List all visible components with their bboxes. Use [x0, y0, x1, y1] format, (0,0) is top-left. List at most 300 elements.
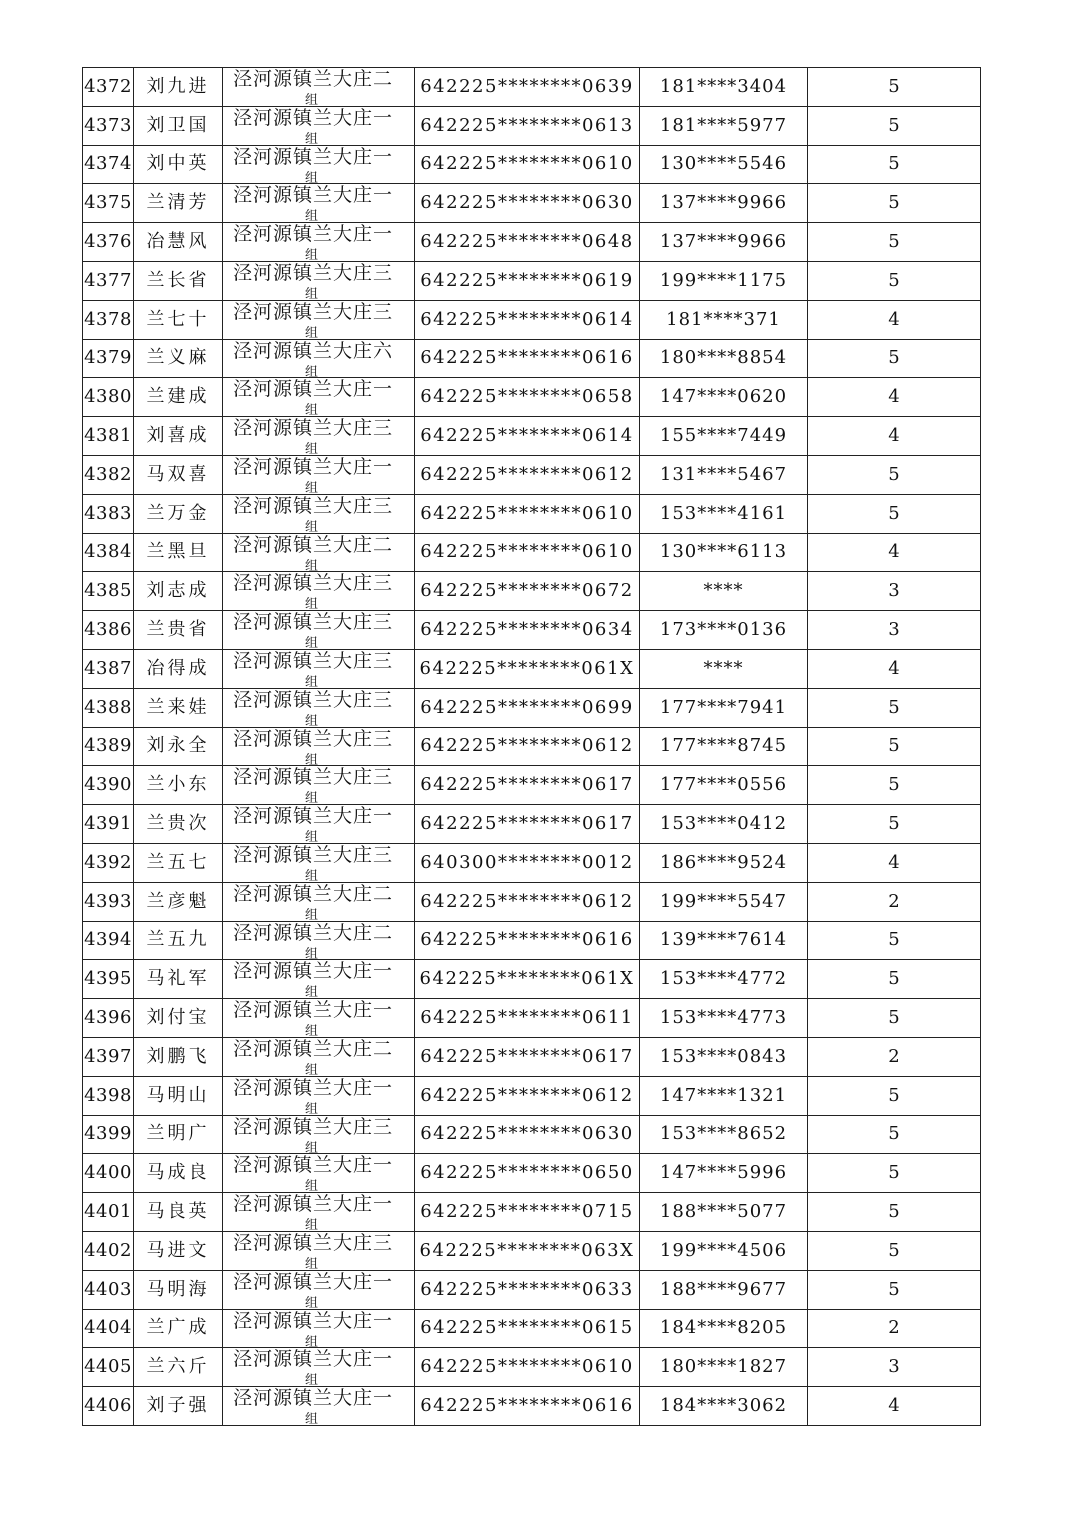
- household-count-cell: 4: [808, 1387, 981, 1426]
- household-count-cell: 2: [808, 1037, 981, 1076]
- address-overflow-text: 组: [305, 1373, 319, 1387]
- address-cell: [223, 882, 415, 921]
- name-cell: 刘永全: [134, 727, 223, 766]
- name-cell: 马进文: [134, 1231, 223, 1270]
- household-count-cell: 3: [808, 572, 981, 611]
- address-text: 泾河源镇兰大庄二: [233, 882, 394, 905]
- phone-cell: 147****5996: [640, 1154, 808, 1193]
- row-number-cell: 4372: [83, 68, 134, 107]
- address-text: 泾河源镇兰大庄三: [233, 688, 394, 711]
- address-cell: [223, 223, 415, 262]
- address-cell: [223, 999, 415, 1038]
- id-number-cell: 642225********0650: [415, 1154, 640, 1193]
- phone-cell: ****: [640, 649, 808, 688]
- address-text: 泾河源镇兰大庄一: [233, 1154, 394, 1177]
- row-number-cell: 4375: [83, 184, 134, 223]
- table-row: [83, 805, 981, 844]
- address-cell: [223, 572, 415, 611]
- phone-cell: 137****9966: [640, 184, 808, 223]
- name-cell: 刘九进: [134, 68, 223, 107]
- address-text: 泾河源镇兰大庄三: [233, 1115, 394, 1138]
- address-text: 泾河源镇兰大庄一: [233, 1348, 394, 1371]
- name-cell: 兰五七: [134, 843, 223, 882]
- address-cell: [223, 1076, 415, 1115]
- name-cell: 兰五九: [134, 921, 223, 960]
- id-number-cell: 642225********0617: [415, 805, 640, 844]
- address-overflow-text: 组: [305, 868, 319, 883]
- phone-cell: 188****5077: [640, 1193, 808, 1232]
- phone-cell: 177****8745: [640, 727, 808, 766]
- id-number-cell: 642225********0616: [415, 339, 640, 378]
- name-cell: 兰建成: [134, 378, 223, 417]
- address-cell: [223, 921, 415, 960]
- address-overflow-text: 组: [305, 286, 319, 301]
- address-text: 泾河源镇兰大庄二: [233, 68, 394, 90]
- address-text: 泾河源镇兰大庄二: [233, 921, 394, 944]
- address-overflow-text: 组: [305, 480, 319, 495]
- address-overflow-text: 组: [305, 1412, 319, 1426]
- name-cell: 刘子强: [134, 1387, 223, 1426]
- household-count-cell: 5: [808, 960, 981, 999]
- phone-cell: 199****5547: [640, 882, 808, 921]
- household-count-cell: 2: [808, 882, 981, 921]
- row-number-cell: 4391: [83, 805, 134, 844]
- table-row: [83, 960, 981, 999]
- address-overflow-text: 组: [305, 519, 319, 534]
- phone-cell: 177****7941: [640, 688, 808, 727]
- household-count-cell: 5: [808, 106, 981, 145]
- address-text: 泾河源镇兰大庄一: [233, 960, 394, 983]
- table-row: [83, 1115, 981, 1154]
- address-text: 泾河源镇兰大庄三: [233, 766, 394, 789]
- address-overflow-text: 组: [305, 442, 319, 456]
- address-overflow-text: 组: [305, 1140, 319, 1154]
- id-number-cell: 642225********0633: [415, 1270, 640, 1309]
- table-row: [83, 1387, 981, 1426]
- address-text: 泾河源镇兰大庄一: [233, 223, 394, 246]
- id-number-cell: 642225********0614: [415, 300, 640, 339]
- address-cell: [223, 417, 415, 456]
- name-cell: 马明山: [134, 1076, 223, 1115]
- address-overflow-text: 组: [305, 907, 319, 922]
- id-number-cell: 642225********0612: [415, 882, 640, 921]
- row-number-cell: 4386: [83, 611, 134, 650]
- name-cell: 刘中英: [134, 145, 223, 184]
- name-cell: 兰彦魁: [134, 882, 223, 921]
- table-row: [83, 300, 981, 339]
- address-overflow-text: 组: [305, 403, 319, 417]
- address-text: 泾河源镇兰大庄三: [233, 417, 394, 440]
- id-number-cell: 640300********0012: [415, 843, 640, 882]
- table-row: [83, 688, 981, 727]
- table-row: [83, 1037, 981, 1076]
- household-count-cell: 5: [808, 68, 981, 107]
- id-number-cell: 642225********0610: [415, 1348, 640, 1387]
- name-cell: 兰贵次: [134, 805, 223, 844]
- address-cell: [223, 1387, 415, 1426]
- name-cell: 兰万金: [134, 494, 223, 533]
- table-row: [83, 68, 981, 107]
- address-text: 泾河源镇兰大庄三: [233, 611, 394, 634]
- address-text: 泾河源镇兰大庄一: [233, 378, 394, 401]
- address-cell: [223, 494, 415, 533]
- id-number-cell: 642225********0648: [415, 223, 640, 262]
- address-text: 泾河源镇兰大庄三: [233, 649, 394, 672]
- phone-cell: 147****1321: [640, 1076, 808, 1115]
- household-count-cell: 5: [808, 1193, 981, 1232]
- phone-cell: 153****0843: [640, 1037, 808, 1076]
- table-row: [83, 339, 981, 378]
- address-cell: [223, 843, 415, 882]
- name-cell: 刘卫国: [134, 106, 223, 145]
- phone-cell: 184****8205: [640, 1309, 808, 1348]
- address-cell: [223, 455, 415, 494]
- address-overflow-text: 组: [305, 170, 319, 184]
- household-count-cell: 4: [808, 843, 981, 882]
- row-number-cell: 4387: [83, 649, 134, 688]
- address-overflow-text: 组: [305, 325, 319, 340]
- row-number-cell: 4394: [83, 921, 134, 960]
- row-number-cell: 4390: [83, 766, 134, 805]
- household-count-cell: 5: [808, 145, 981, 184]
- address-cell: [223, 649, 415, 688]
- address-text: 泾河源镇兰大庄一: [233, 1387, 394, 1410]
- household-count-cell: 3: [808, 1348, 981, 1387]
- address-overflow-text: 组: [305, 558, 319, 572]
- address-text: 泾河源镇兰大庄三: [233, 1231, 394, 1254]
- id-number-cell: 642225********0715: [415, 1193, 640, 1232]
- table-row: [83, 843, 981, 882]
- household-count-cell: 5: [808, 494, 981, 533]
- address-text: 泾河源镇兰大庄一: [233, 145, 394, 168]
- household-count-cell: 4: [808, 649, 981, 688]
- address-cell: [223, 145, 415, 184]
- table-row: [83, 223, 981, 262]
- name-cell: 兰义麻: [134, 339, 223, 378]
- phone-cell: 177****0556: [640, 766, 808, 805]
- id-number-cell: 642225********061X: [415, 649, 640, 688]
- id-number-cell: 642225********0610: [415, 533, 640, 572]
- address-overflow-text: 组: [305, 1295, 319, 1309]
- row-number-cell: 4396: [83, 999, 134, 1038]
- household-count-cell: 5: [808, 261, 981, 300]
- phone-cell: 184****3062: [640, 1387, 808, 1426]
- phone-cell: 181****371: [640, 300, 808, 339]
- table-row: [83, 417, 981, 456]
- address-text: 泾河源镇兰大庄三: [233, 843, 394, 866]
- name-cell: 冶得成: [134, 649, 223, 688]
- table-row: [83, 1270, 981, 1309]
- row-number-cell: 4374: [83, 145, 134, 184]
- name-cell: 兰六斤: [134, 1348, 223, 1387]
- address-text: 泾河源镇兰大庄一: [233, 106, 394, 129]
- address-text: 泾河源镇兰大庄二: [233, 533, 394, 556]
- id-number-cell: 642225********0614: [415, 417, 640, 456]
- address-overflow-text: 组: [305, 1256, 319, 1271]
- address-text: 泾河源镇兰大庄一: [233, 1309, 394, 1332]
- address-cell: [223, 339, 415, 378]
- row-number-cell: 4398: [83, 1076, 134, 1115]
- phone-cell: 180****8854: [640, 339, 808, 378]
- address-cell: [223, 805, 415, 844]
- household-count-cell: 5: [808, 805, 981, 844]
- name-cell: 马明海: [134, 1270, 223, 1309]
- name-cell: 兰清芳: [134, 184, 223, 223]
- address-overflow-text: 组: [305, 1101, 319, 1116]
- table-row: [83, 1309, 981, 1348]
- address-cell: [223, 1231, 415, 1270]
- row-number-cell: 4382: [83, 455, 134, 494]
- id-number-cell: 642225********0611: [415, 999, 640, 1038]
- table-row: [83, 649, 981, 688]
- address-text: 泾河源镇兰大庄一: [233, 1193, 394, 1216]
- name-cell: 冶慧风: [134, 223, 223, 262]
- phone-cell: 139****7614: [640, 921, 808, 960]
- row-number-cell: 4399: [83, 1115, 134, 1154]
- row-number-cell: 4404: [83, 1309, 134, 1348]
- id-number-cell: 642225********0615: [415, 1309, 640, 1348]
- address-cell: [223, 688, 415, 727]
- id-number-cell: 642225********0616: [415, 921, 640, 960]
- table-row: [83, 261, 981, 300]
- address-overflow-text: 组: [305, 248, 319, 262]
- name-cell: 兰小东: [134, 766, 223, 805]
- address-overflow-text: 组: [305, 1179, 319, 1193]
- row-number-cell: 4389: [83, 727, 134, 766]
- name-cell: 刘付宝: [134, 999, 223, 1038]
- address-cell: [223, 184, 415, 223]
- address-overflow-text: 组: [305, 93, 319, 107]
- address-cell: [223, 533, 415, 572]
- household-count-cell: 5: [808, 921, 981, 960]
- address-cell: [223, 1154, 415, 1193]
- address-overflow-text: 组: [305, 364, 319, 378]
- phone-cell: 153****4773: [640, 999, 808, 1038]
- row-number-cell: 4403: [83, 1270, 134, 1309]
- id-number-cell: 642225********0610: [415, 145, 640, 184]
- id-number-cell: 642225********063X: [415, 1231, 640, 1270]
- phone-cell: 147****0620: [640, 378, 808, 417]
- phone-cell: 131****5467: [640, 455, 808, 494]
- table-row: [83, 1076, 981, 1115]
- row-number-cell: 4379: [83, 339, 134, 378]
- table-row: [83, 1348, 981, 1387]
- phone-cell: 130****6113: [640, 533, 808, 572]
- id-number-cell: 642225********061X: [415, 960, 640, 999]
- table-row: [83, 455, 981, 494]
- address-text: 泾河源镇兰大庄一: [233, 805, 394, 828]
- address-text: 泾河源镇兰大庄三: [233, 261, 394, 284]
- table-row: [83, 999, 981, 1038]
- row-number-cell: 4401: [83, 1193, 134, 1232]
- row-number-cell: 4377: [83, 261, 134, 300]
- phone-cell: 199****1175: [640, 261, 808, 300]
- table-row: [83, 882, 981, 921]
- name-cell: 兰明广: [134, 1115, 223, 1154]
- household-count-cell: 5: [808, 184, 981, 223]
- roster-body: [83, 68, 981, 1426]
- household-count-cell: 3: [808, 611, 981, 650]
- household-count-cell: 5: [808, 1231, 981, 1270]
- household-count-cell: 5: [808, 223, 981, 262]
- table-row: [83, 611, 981, 650]
- row-number-cell: 4392: [83, 843, 134, 882]
- address-overflow-text: 组: [305, 636, 319, 650]
- id-number-cell: 642225********0617: [415, 766, 640, 805]
- household-count-cell: 5: [808, 339, 981, 378]
- phone-cell: 153****0412: [640, 805, 808, 844]
- table-row: [83, 106, 981, 145]
- address-overflow-text: 组: [305, 830, 319, 844]
- address-cell: [223, 727, 415, 766]
- household-count-cell: 5: [808, 727, 981, 766]
- household-count-cell: 4: [808, 533, 981, 572]
- address-text: 泾河源镇兰大庄一: [233, 184, 394, 207]
- row-number-cell: 4384: [83, 533, 134, 572]
- name-cell: 兰来娃: [134, 688, 223, 727]
- id-number-cell: 642225********0617: [415, 1037, 640, 1076]
- phone-cell: 180****1827: [640, 1348, 808, 1387]
- phone-cell: 153****8652: [640, 1115, 808, 1154]
- table-row: [83, 921, 981, 960]
- name-cell: 兰七十: [134, 300, 223, 339]
- address-text: 泾河源镇兰大庄一: [233, 455, 394, 478]
- phone-cell: 199****4506: [640, 1231, 808, 1270]
- phone-cell: 186****9524: [640, 843, 808, 882]
- address-cell: [223, 766, 415, 805]
- row-number-cell: 4405: [83, 1348, 134, 1387]
- row-number-cell: 4402: [83, 1231, 134, 1270]
- id-number-cell: 642225********0613: [415, 106, 640, 145]
- address-overflow-text: 组: [305, 946, 319, 960]
- address-cell: [223, 300, 415, 339]
- name-cell: 马礼军: [134, 960, 223, 999]
- id-number-cell: 642225********0672: [415, 572, 640, 611]
- table-row: [83, 1154, 981, 1193]
- name-cell: 马成良: [134, 1154, 223, 1193]
- address-cell: [223, 378, 415, 417]
- address-cell: [223, 1309, 415, 1348]
- phone-cell: 181****3404: [640, 68, 808, 107]
- id-number-cell: 642225********0610: [415, 494, 640, 533]
- table-row: [83, 378, 981, 417]
- address-text: 泾河源镇兰大庄二: [233, 1037, 394, 1060]
- address-text: 泾河源镇兰大庄一: [233, 999, 394, 1022]
- address-overflow-text: 组: [305, 791, 319, 805]
- address-cell: [223, 1270, 415, 1309]
- address-overflow-text: 组: [305, 985, 319, 999]
- address-cell: [223, 960, 415, 999]
- address-overflow-text: 组: [305, 1024, 319, 1038]
- phone-cell: 153****4161: [640, 494, 808, 533]
- address-text: 泾河源镇兰大庄一: [233, 1076, 394, 1099]
- name-cell: 兰长省: [134, 261, 223, 300]
- name-cell: 兰黑旦: [134, 533, 223, 572]
- name-cell: 兰贵省: [134, 611, 223, 650]
- household-count-cell: 4: [808, 300, 981, 339]
- address-overflow-text: 组: [305, 209, 319, 223]
- address-overflow-text: 组: [305, 1062, 319, 1077]
- row-number-cell: 4378: [83, 300, 134, 339]
- id-number-cell: 642225********0630: [415, 184, 640, 223]
- name-cell: 兰广成: [134, 1309, 223, 1348]
- id-number-cell: 642225********0634: [415, 611, 640, 650]
- roster-table: [82, 67, 981, 1426]
- address-overflow-text: 组: [305, 1334, 319, 1348]
- table-row: [83, 533, 981, 572]
- address-cell: [223, 1348, 415, 1387]
- household-count-cell: 5: [808, 1076, 981, 1115]
- id-number-cell: 642225********0639: [415, 68, 640, 107]
- phone-cell: 155****7449: [640, 417, 808, 456]
- id-number-cell: 642225********0616: [415, 1387, 640, 1426]
- row-number-cell: 4397: [83, 1037, 134, 1076]
- table-row: [83, 727, 981, 766]
- address-text: 泾河源镇兰大庄三: [233, 300, 394, 323]
- household-count-cell: 5: [808, 1154, 981, 1193]
- household-count-cell: 5: [808, 1270, 981, 1309]
- row-number-cell: 4385: [83, 572, 134, 611]
- table-row: [83, 184, 981, 223]
- address-text: 泾河源镇兰大庄三: [233, 727, 394, 750]
- household-count-cell: 5: [808, 766, 981, 805]
- address-overflow-text: 组: [305, 131, 319, 146]
- phone-cell: ****: [640, 572, 808, 611]
- table-row: [83, 1193, 981, 1232]
- phone-cell: 130****5546: [640, 145, 808, 184]
- phone-cell: 181****5977: [640, 106, 808, 145]
- address-cell: [223, 1193, 415, 1232]
- address-cell: [223, 1115, 415, 1154]
- phone-cell: 153****4772: [640, 960, 808, 999]
- id-number-cell: 642225********0699: [415, 688, 640, 727]
- table-row: [83, 494, 981, 533]
- name-cell: 马良英: [134, 1193, 223, 1232]
- household-count-cell: 5: [808, 688, 981, 727]
- row-number-cell: 4383: [83, 494, 134, 533]
- address-overflow-text: 组: [305, 674, 319, 689]
- row-number-cell: 4400: [83, 1154, 134, 1193]
- row-number-cell: 4381: [83, 417, 134, 456]
- row-number-cell: 4376: [83, 223, 134, 262]
- table-row: [83, 145, 981, 184]
- address-overflow-text: 组: [305, 597, 319, 611]
- name-cell: 刘鹏飞: [134, 1037, 223, 1076]
- id-number-cell: 642225********0619: [415, 261, 640, 300]
- address-cell: [223, 1037, 415, 1076]
- address-cell: [223, 611, 415, 650]
- household-count-cell: 5: [808, 455, 981, 494]
- address-overflow-text: 组: [305, 752, 319, 766]
- row-number-cell: 4388: [83, 688, 134, 727]
- phone-cell: 137****9966: [640, 223, 808, 262]
- row-number-cell: 4406: [83, 1387, 134, 1426]
- phone-cell: 188****9677: [640, 1270, 808, 1309]
- row-number-cell: 4395: [83, 960, 134, 999]
- id-number-cell: 642225********0658: [415, 378, 640, 417]
- name-cell: 刘志成: [134, 572, 223, 611]
- row-number-cell: 4373: [83, 106, 134, 145]
- row-number-cell: 4380: [83, 378, 134, 417]
- address-cell: [223, 106, 415, 145]
- address-cell: [223, 261, 415, 300]
- address-text: 泾河源镇兰大庄三: [233, 572, 394, 595]
- household-count-cell: 5: [808, 1115, 981, 1154]
- table-row: [83, 1231, 981, 1270]
- address-text: 泾河源镇兰大庄三: [233, 494, 394, 517]
- address-overflow-text: 组: [305, 1218, 319, 1232]
- household-count-cell: 4: [808, 417, 981, 456]
